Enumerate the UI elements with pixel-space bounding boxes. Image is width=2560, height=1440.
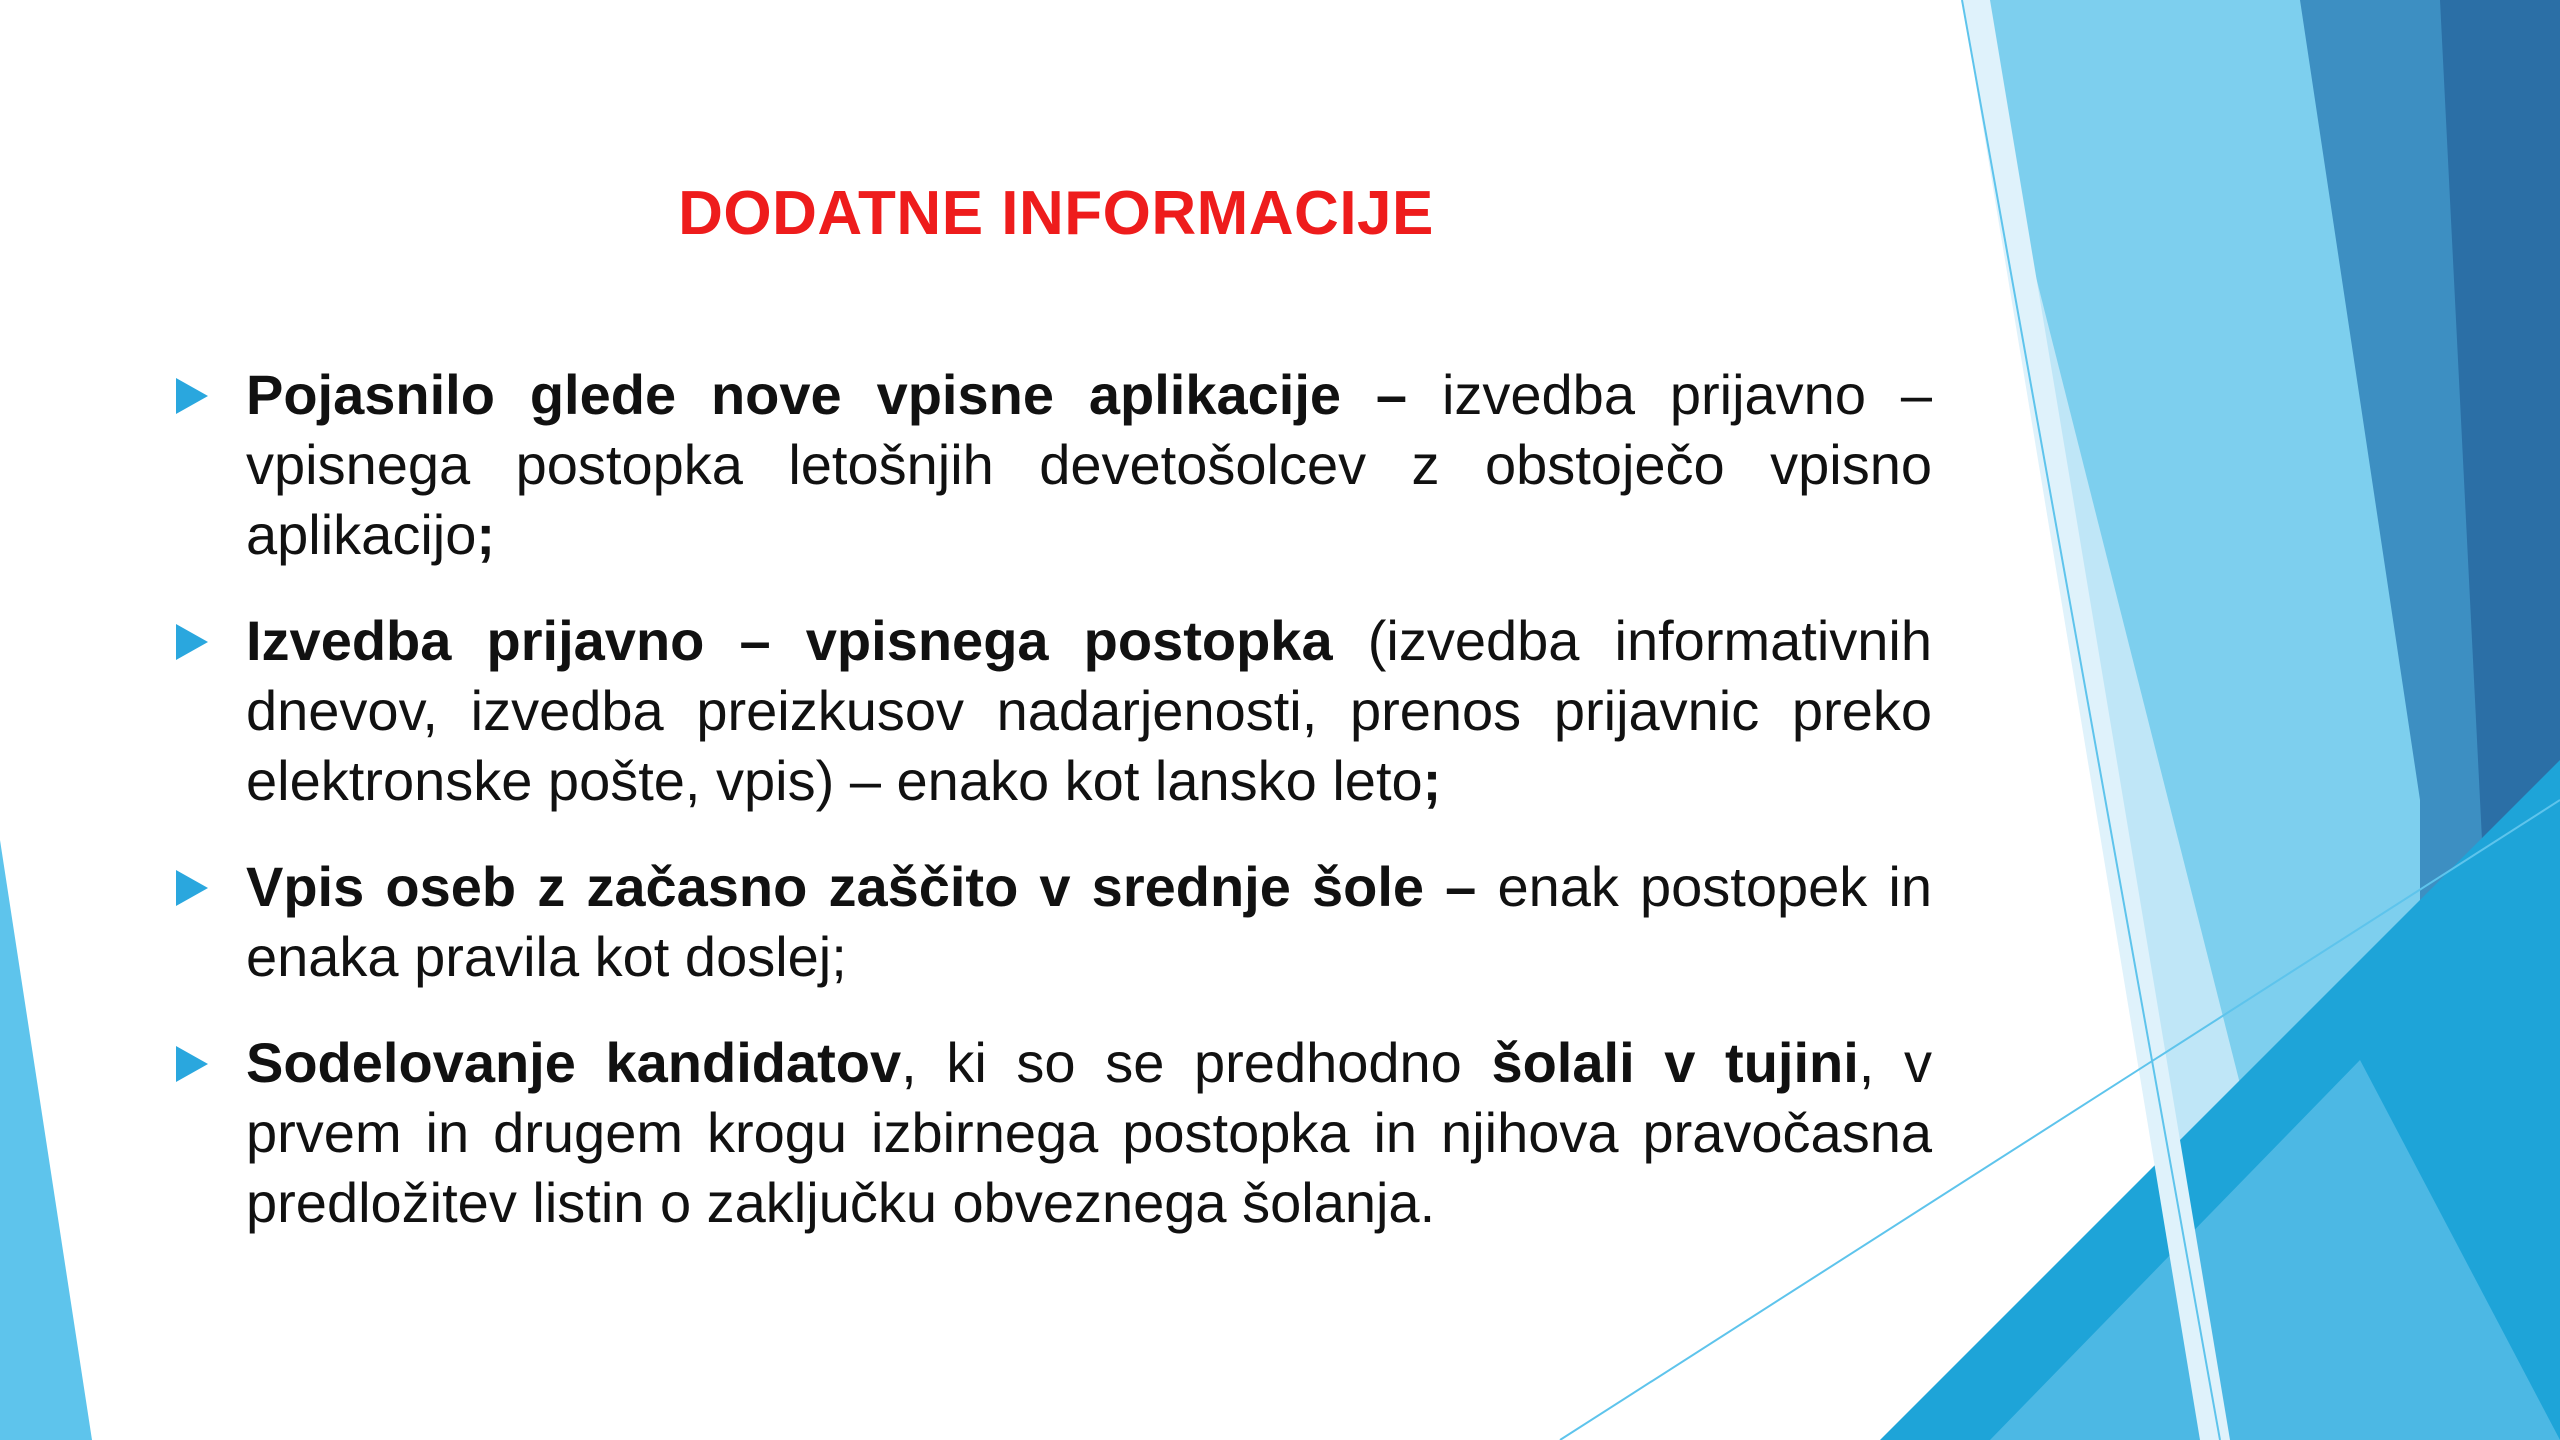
bullet-text [246, 360, 1932, 570]
bullet-regular-text: izvedba prijavno – vpisnega postopka letošnjih devetošolcev z obstoječo vpisno aplikacijo [246, 363, 1932, 566]
bullet-bold-text: Vpis oseb z začasno zaščito v srednje šole – [246, 855, 1477, 918]
bullet-bold-text: Pojasnilo glede nove vpisne aplikacije – [246, 363, 1408, 426]
bullet-arrow-icon [176, 624, 208, 660]
bullet-item-new-application [172, 360, 1932, 570]
bullet-text [246, 1028, 1932, 1238]
bullet-regular-text: , v prvem in drugem krogu izbirnega postopka in njihova pravočasna predložitev listin o zaključku obveznega šolanja. [246, 1031, 1932, 1234]
bullet-arrow-icon [176, 1046, 208, 1082]
bullet-bold-text: Izvedba prijavno – vpisnega postopka [246, 609, 1333, 672]
left-accent-shape [0, 840, 92, 1440]
bullet-bold-text: Sodelovanje kandidatov [246, 1031, 902, 1094]
bullet-item-application-procedure [172, 606, 1932, 816]
bullet-bold-text: šolali v tujini [1491, 1031, 1859, 1094]
bullet-item-foreign-schooling [172, 1028, 1932, 1238]
bullet-text [246, 852, 1932, 992]
bullet-list [172, 360, 1932, 1274]
bullet-bold-text: ; [476, 503, 495, 566]
slide-title: DODATNE INFORMACIJE [678, 179, 1434, 248]
bullet-regular-text: enak postopek in enaka pravila kot doslej; [246, 855, 1932, 988]
bullet-item-temporary-protection [172, 852, 1932, 992]
bullet-arrow-icon [176, 378, 208, 414]
bullet-arrow-icon [176, 870, 208, 906]
bullet-regular-text: , ki so se predhodno [901, 1031, 1492, 1094]
bullet-bold-text: ; [1422, 749, 1442, 812]
bullet-text [246, 606, 1932, 816]
bullet-regular-text: (izvedba informativnih dnevov, izvedba preizkusov nadarjenosti, prenos prijavnic preko elektronske pošte, vpis) – enako kot lansko leto [246, 609, 1932, 812]
